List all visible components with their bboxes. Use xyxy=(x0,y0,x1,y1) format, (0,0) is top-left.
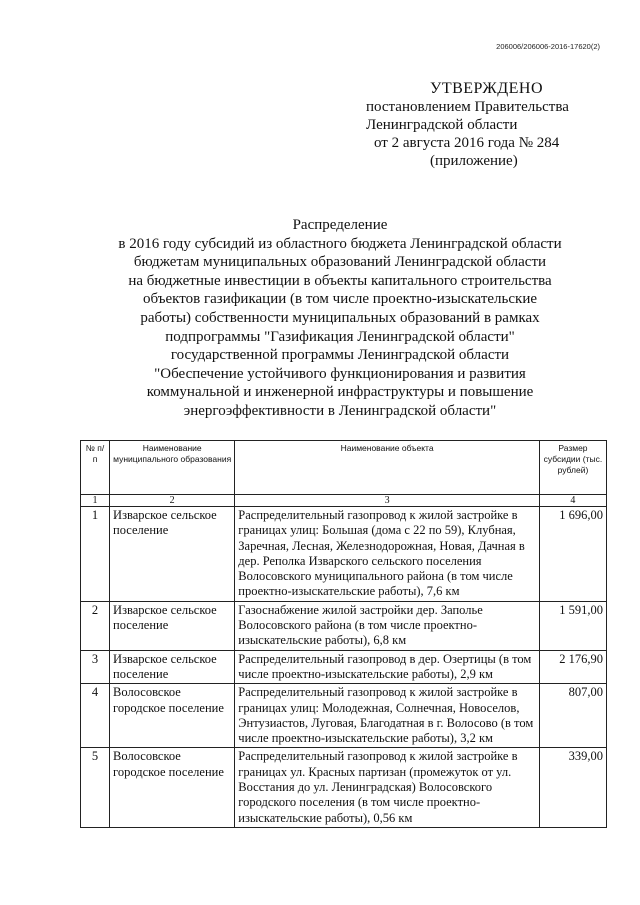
approval-note: (приложение) xyxy=(430,153,518,169)
heading-line: подпрограммы "Газификация Ленинградской области" xyxy=(165,328,515,345)
heading-line: коммунальной и инженерной инфраструктуры и повышение xyxy=(146,384,534,401)
subsidy-table xyxy=(80,440,607,828)
column-number: 3 xyxy=(235,495,540,507)
row-amount: 339,00 xyxy=(539,748,606,827)
row-number: 3 xyxy=(81,650,110,684)
row-number: 1 xyxy=(81,507,110,602)
approval-stamp xyxy=(360,80,620,170)
row-object: Распределительный газопровод в дер. Озертицы (в том числе проектно-изыскательские работы), 2,9 км xyxy=(235,650,540,684)
table-row xyxy=(81,748,607,827)
row-object: Газоснабжение жилой застройки дер. Заполье Волосовского района (в том числе проектно-изыскательские работы), 6,8 км xyxy=(235,601,540,650)
approval-line: постановлением Правительства xyxy=(366,99,569,115)
approval-date: от 2 августа 2016 года № 284 xyxy=(374,135,560,151)
row-object: Распределительный газопровод к жилой застройке в границах улиц: Большая (дома с 22 по 59), Клубная, Заречная, Лесная, Железнодорожная, Новая, Дачная в дер. Реполка Изварского сельского поселения Волосовского муниципального района (в том числе проектно-изыскательские работы), 7,6 км xyxy=(235,507,540,602)
row-amount: 2 176,90 xyxy=(539,650,606,684)
row-municipality: Волосовское городское поселение xyxy=(110,748,235,827)
heading-line: энергоэффективности в Ленинградской области" xyxy=(183,402,497,419)
heading-line: в 2016 году субсидий из областного бюджета Ленинградской области xyxy=(118,235,562,252)
row-municipality: Изварское сельское поселение xyxy=(110,507,235,602)
row-object: Распределительный газопровод к жилой застройке в границах улиц: Молодежная, Солнечная, Новоселов, Энтузиастов, Луговая, Благодатная в г. Волосово (в том числе проектно-изыскательские работы), 3,2 км xyxy=(235,684,540,748)
header-municipality: Наименование муниципального образования xyxy=(110,441,235,495)
column-number: 4 xyxy=(539,495,606,507)
table-row xyxy=(81,684,607,748)
heading-line: бюджетам муниципальных образований Ленинградской области xyxy=(133,254,547,271)
header-object: Наименование объекта xyxy=(235,441,540,495)
column-number: 1 xyxy=(81,495,110,507)
heading-line: работы) собственности муниципальных образований в рамках xyxy=(140,309,540,326)
heading-line: "Обеспечение устойчивого функционирования и развития xyxy=(154,365,526,382)
row-municipality: Изварское сельское поселение xyxy=(110,650,235,684)
heading-line: объектов газификации (в том числе проектно-изыскательские xyxy=(143,291,537,308)
heading-line: Распределение xyxy=(292,217,388,233)
approval-line: Ленинградской области xyxy=(366,117,518,133)
row-municipality: Волосовское городское поселение xyxy=(110,684,235,748)
row-amount: 1 591,00 xyxy=(539,601,606,650)
heading-line: государственной программы Ленинградской области xyxy=(170,347,510,364)
document-heading xyxy=(100,216,580,421)
table-header-row xyxy=(81,441,607,495)
approval-title: УТВЕРЖДЕНО xyxy=(430,80,544,97)
row-municipality: Изварское сельское поселение xyxy=(110,601,235,650)
table-row xyxy=(81,650,607,684)
column-number: 2 xyxy=(110,495,235,507)
table-row xyxy=(81,601,607,650)
row-number: 2 xyxy=(81,601,110,650)
header-number: № п/п xyxy=(81,441,110,495)
column-number-row xyxy=(81,495,607,507)
document-id: 206006/206006-2016-17620(2) xyxy=(496,42,600,51)
row-amount: 1 696,00 xyxy=(539,507,606,602)
heading-line: на бюджетные инвестиции в объекты капитального строительства xyxy=(128,272,552,289)
row-amount: 807,00 xyxy=(539,684,606,748)
row-object: Распределительный газопровод к жилой застройке в границах ул. Красных партизан (промежуток от ул. Восстания до ул. Ленинградская) Волосовского городского поселения (в том числе проектно-изыскательские работы), 0,56 км xyxy=(235,748,540,827)
table-row xyxy=(81,507,607,602)
header-amount: Размер субсидии (тыс. рублей) xyxy=(539,441,606,495)
row-number: 5 xyxy=(81,748,110,827)
row-number: 4 xyxy=(81,684,110,748)
